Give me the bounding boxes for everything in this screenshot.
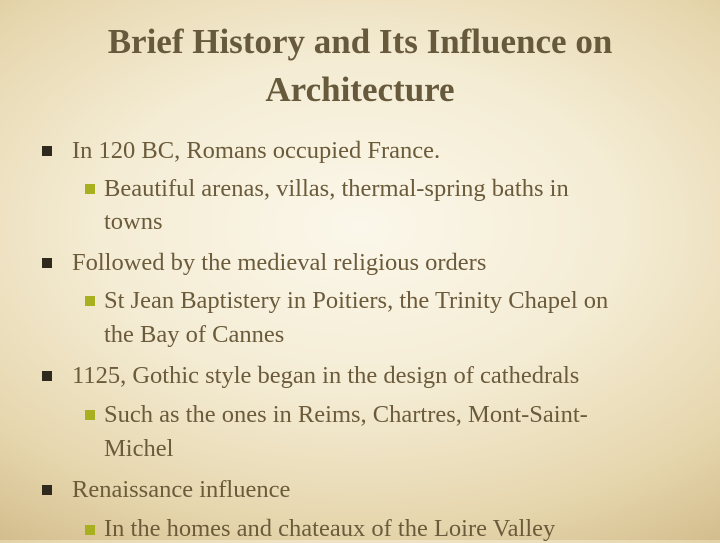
sub-bullet-square-icon: [85, 525, 95, 535]
bullet-square-icon: [42, 146, 52, 156]
bullet-square-icon: [42, 371, 52, 381]
title-line-2: Architecture: [265, 70, 455, 109]
bullet-item-1: In 120 BC, Romans occupied France.: [72, 137, 441, 164]
title-line-1: Brief History and Its Influence on: [107, 22, 613, 61]
bullet-square-icon: [42, 258, 52, 268]
sub-bullet-item-3-line-1: Such as the ones in Reims, Chartres, Mont-Saint-: [104, 401, 588, 428]
sub-bullet-item-3-line-2: Michel: [104, 435, 174, 462]
sub-bullet-item-2-line-1: St Jean Baptistery in Poitiers, the Trinity Chapel on: [104, 287, 609, 314]
bullet-item-4: Renaissance influence: [72, 476, 291, 503]
bullet-square-icon: [42, 485, 52, 495]
sub-bullet-square-icon: [85, 184, 95, 194]
sub-bullet-item-2-line-2: the Bay of Cannes: [104, 321, 285, 348]
sub-bullet-item-4-line-1: In the homes and chateaux of the Loire Valley: [104, 515, 556, 542]
sub-bullet-item-1-line-2: towns: [104, 208, 163, 235]
sub-bullet-square-icon: [85, 296, 95, 306]
sub-bullet-square-icon: [85, 410, 95, 420]
bullet-item-3: 1125, Gothic style began in the design of cathedrals: [72, 362, 580, 389]
sub-bullet-item-1-line-1: Beautiful arenas, villas, thermal-spring baths in: [104, 175, 569, 202]
bullet-item-2: Followed by the medieval religious orders: [72, 249, 487, 276]
